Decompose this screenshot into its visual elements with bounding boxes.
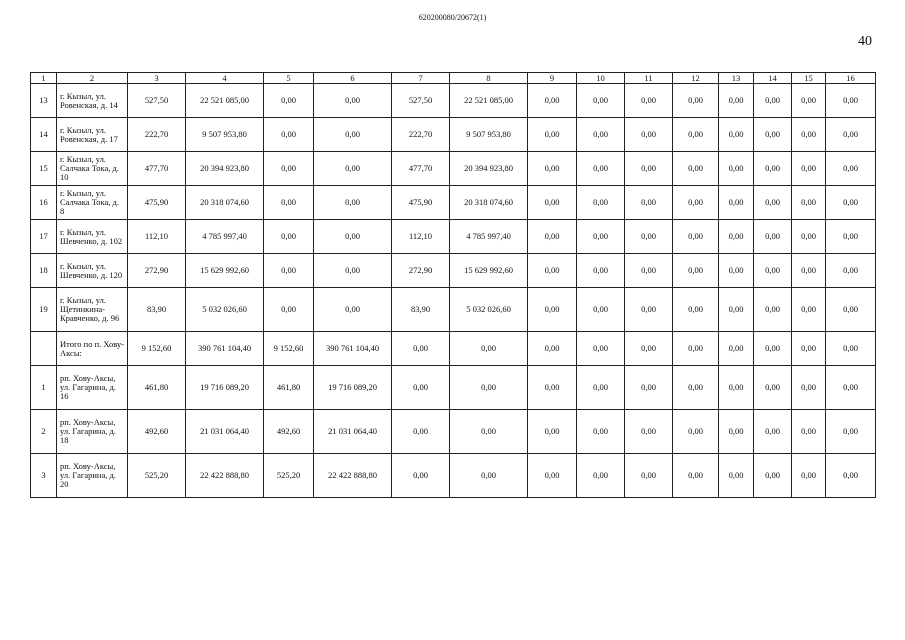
value-cell: 0,00 bbox=[264, 254, 314, 288]
value-cell: 492,60 bbox=[264, 410, 314, 454]
value-cell: 0,00 bbox=[719, 152, 754, 186]
value-cell: 527,50 bbox=[392, 84, 450, 118]
value-cell: 0,00 bbox=[826, 118, 876, 152]
value-cell: 0,00 bbox=[528, 366, 577, 410]
value-cell: 0,00 bbox=[392, 410, 450, 454]
address-cell: г. Кызыл, ул. Шевченко, д. 120 bbox=[57, 254, 128, 288]
value-cell: 15 629 992,60 bbox=[186, 254, 264, 288]
value-cell: 0,00 bbox=[528, 254, 577, 288]
column-header: 9 bbox=[528, 73, 577, 84]
value-cell: 20 318 074,60 bbox=[450, 186, 528, 220]
value-cell: 0,00 bbox=[754, 118, 792, 152]
column-header: 13 bbox=[719, 73, 754, 84]
address-cell: рп. Хову-Аксы, ул. Гагарина, д. 20 bbox=[57, 454, 128, 498]
value-cell: 0,00 bbox=[264, 220, 314, 254]
value-cell: 9 152,60 bbox=[264, 332, 314, 366]
value-cell: 0,00 bbox=[792, 332, 826, 366]
value-cell: 0,00 bbox=[719, 332, 754, 366]
value-cell: 112,10 bbox=[392, 220, 450, 254]
value-cell: 272,90 bbox=[392, 254, 450, 288]
value-cell: 0,00 bbox=[577, 332, 625, 366]
value-cell: 0,00 bbox=[577, 454, 625, 498]
column-header: 14 bbox=[754, 73, 792, 84]
value-cell: 0,00 bbox=[577, 220, 625, 254]
value-cell: 4 785 997,40 bbox=[186, 220, 264, 254]
value-cell: 0,00 bbox=[314, 186, 392, 220]
value-cell: 0,00 bbox=[719, 254, 754, 288]
value-cell: 0,00 bbox=[450, 410, 528, 454]
column-header: 1 bbox=[31, 73, 57, 84]
value-cell: 0,00 bbox=[719, 186, 754, 220]
value-cell: 0,00 bbox=[719, 288, 754, 332]
value-cell: 0,00 bbox=[264, 152, 314, 186]
value-cell: 527,50 bbox=[128, 84, 186, 118]
value-cell: 477,70 bbox=[392, 152, 450, 186]
value-cell: 5 032 026,60 bbox=[450, 288, 528, 332]
value-cell: 0,00 bbox=[625, 118, 673, 152]
value-cell: 390 761 104,40 bbox=[314, 332, 392, 366]
value-cell: 0,00 bbox=[673, 332, 719, 366]
address-cell: рп. Хову-Аксы, ул. Гагарина, д. 16 bbox=[57, 366, 128, 410]
value-cell: 0,00 bbox=[754, 84, 792, 118]
value-cell: 0,00 bbox=[792, 152, 826, 186]
value-cell: 20 394 923,80 bbox=[450, 152, 528, 186]
address-cell: г. Кызыл, ул. Салчака Тока, д. 10 bbox=[57, 152, 128, 186]
value-cell: 0,00 bbox=[826, 454, 876, 498]
value-cell: 0,00 bbox=[314, 220, 392, 254]
value-cell: 0,00 bbox=[826, 186, 876, 220]
value-cell: 0,00 bbox=[792, 288, 826, 332]
table-row bbox=[31, 366, 876, 410]
value-cell: 525,20 bbox=[264, 454, 314, 498]
value-cell: 19 716 089,20 bbox=[314, 366, 392, 410]
value-cell: 0,00 bbox=[719, 118, 754, 152]
value-cell: 0,00 bbox=[792, 410, 826, 454]
row-number-cell bbox=[31, 332, 57, 366]
value-cell: 222,70 bbox=[128, 118, 186, 152]
value-cell: 20 394 923,80 bbox=[186, 152, 264, 186]
value-cell: 0,00 bbox=[577, 84, 625, 118]
value-cell: 0,00 bbox=[673, 152, 719, 186]
value-cell: 0,00 bbox=[754, 220, 792, 254]
value-cell: 21 031 064,40 bbox=[314, 410, 392, 454]
value-cell: 0,00 bbox=[577, 118, 625, 152]
table-row bbox=[31, 410, 876, 454]
value-cell: 0,00 bbox=[528, 186, 577, 220]
value-cell: 0,00 bbox=[392, 366, 450, 410]
value-cell: 461,80 bbox=[128, 366, 186, 410]
value-cell: 0,00 bbox=[625, 254, 673, 288]
value-cell: 5 032 026,60 bbox=[186, 288, 264, 332]
value-cell: 0,00 bbox=[673, 254, 719, 288]
value-cell: 525,20 bbox=[128, 454, 186, 498]
value-cell: 475,90 bbox=[128, 186, 186, 220]
value-cell: 0,00 bbox=[625, 220, 673, 254]
value-cell: 0,00 bbox=[625, 366, 673, 410]
column-header: 7 bbox=[392, 73, 450, 84]
address-cell: г. Кызыл, ул. Шевченко, д. 102 bbox=[57, 220, 128, 254]
column-header: 2 bbox=[57, 73, 128, 84]
value-cell: 0,00 bbox=[826, 84, 876, 118]
address-cell: Итого по п. Хову-Аксы: bbox=[57, 332, 128, 366]
value-cell: 0,00 bbox=[577, 288, 625, 332]
value-cell: 0,00 bbox=[826, 410, 876, 454]
table-row bbox=[31, 186, 876, 220]
value-cell: 461,80 bbox=[264, 366, 314, 410]
table-row bbox=[31, 332, 876, 366]
value-cell: 0,00 bbox=[826, 220, 876, 254]
table-row bbox=[31, 220, 876, 254]
value-cell: 0,00 bbox=[792, 454, 826, 498]
value-cell: 0,00 bbox=[673, 118, 719, 152]
row-number-cell: 15 bbox=[31, 152, 57, 186]
value-cell: 475,90 bbox=[392, 186, 450, 220]
value-cell: 15 629 992,60 bbox=[450, 254, 528, 288]
value-cell: 0,00 bbox=[577, 254, 625, 288]
row-number-cell: 18 bbox=[31, 254, 57, 288]
value-cell: 0,00 bbox=[625, 186, 673, 220]
value-cell: 0,00 bbox=[719, 454, 754, 498]
value-cell: 83,90 bbox=[392, 288, 450, 332]
value-cell: 0,00 bbox=[792, 118, 826, 152]
value-cell: 0,00 bbox=[528, 220, 577, 254]
column-header: 8 bbox=[450, 73, 528, 84]
table-row bbox=[31, 454, 876, 498]
value-cell: 0,00 bbox=[792, 254, 826, 288]
value-cell: 0,00 bbox=[392, 332, 450, 366]
value-cell: 0,00 bbox=[577, 366, 625, 410]
value-cell: 0,00 bbox=[754, 454, 792, 498]
value-cell: 22 422 888,80 bbox=[186, 454, 264, 498]
value-cell: 0,00 bbox=[264, 288, 314, 332]
value-cell: 0,00 bbox=[673, 84, 719, 118]
value-cell: 0,00 bbox=[792, 186, 826, 220]
address-cell: г. Кызыл, ул. Ровенская, д. 14 bbox=[57, 84, 128, 118]
value-cell: 0,00 bbox=[392, 454, 450, 498]
table-row bbox=[31, 152, 876, 186]
value-cell: 0,00 bbox=[754, 254, 792, 288]
row-number-cell: 19 bbox=[31, 288, 57, 332]
value-cell: 0,00 bbox=[528, 410, 577, 454]
value-cell: 9 152,60 bbox=[128, 332, 186, 366]
value-cell: 22 521 085,00 bbox=[186, 84, 264, 118]
value-cell: 477,70 bbox=[128, 152, 186, 186]
value-cell: 0,00 bbox=[528, 118, 577, 152]
data-table bbox=[30, 72, 876, 498]
table-body bbox=[31, 84, 876, 498]
value-cell: 0,00 bbox=[314, 84, 392, 118]
address-cell: г. Кызыл, ул. Ровенская, д. 17 bbox=[57, 118, 128, 152]
value-cell: 0,00 bbox=[314, 254, 392, 288]
row-number-cell: 14 bbox=[31, 118, 57, 152]
column-header: 12 bbox=[673, 73, 719, 84]
value-cell: 112,10 bbox=[128, 220, 186, 254]
column-header: 6 bbox=[314, 73, 392, 84]
value-cell: 9 507 953,80 bbox=[186, 118, 264, 152]
value-cell: 0,00 bbox=[577, 410, 625, 454]
value-cell: 0,00 bbox=[754, 332, 792, 366]
value-cell: 0,00 bbox=[719, 410, 754, 454]
value-cell: 0,00 bbox=[826, 288, 876, 332]
value-cell: 19 716 089,20 bbox=[186, 366, 264, 410]
column-header: 4 bbox=[186, 73, 264, 84]
value-cell: 0,00 bbox=[625, 410, 673, 454]
value-cell: 0,00 bbox=[450, 366, 528, 410]
value-cell: 0,00 bbox=[792, 84, 826, 118]
column-header: 3 bbox=[128, 73, 186, 84]
value-cell: 0,00 bbox=[673, 410, 719, 454]
value-cell: 20 318 074,60 bbox=[186, 186, 264, 220]
value-cell: 0,00 bbox=[625, 332, 673, 366]
value-cell: 0,00 bbox=[754, 410, 792, 454]
table-row bbox=[31, 84, 876, 118]
value-cell: 0,00 bbox=[719, 366, 754, 410]
value-cell: 21 031 064,40 bbox=[186, 410, 264, 454]
address-cell: г. Кызыл, ул. Щетинкина-Кравченко, д. 96 bbox=[57, 288, 128, 332]
value-cell: 0,00 bbox=[528, 332, 577, 366]
value-cell: 0,00 bbox=[528, 84, 577, 118]
value-cell: 0,00 bbox=[314, 152, 392, 186]
row-number-cell: 3 bbox=[31, 454, 57, 498]
value-cell: 0,00 bbox=[719, 220, 754, 254]
value-cell: 0,00 bbox=[314, 288, 392, 332]
value-cell: 4 785 997,40 bbox=[450, 220, 528, 254]
value-cell: 0,00 bbox=[754, 186, 792, 220]
value-cell: 22 422 888,80 bbox=[314, 454, 392, 498]
value-cell: 0,00 bbox=[528, 454, 577, 498]
value-cell: 0,00 bbox=[577, 152, 625, 186]
value-cell: 0,00 bbox=[577, 186, 625, 220]
value-cell: 272,90 bbox=[128, 254, 186, 288]
column-number-row bbox=[31, 73, 876, 84]
column-header: 11 bbox=[625, 73, 673, 84]
page-number: 40 bbox=[858, 34, 872, 49]
row-number-cell: 13 bbox=[31, 84, 57, 118]
row-number-cell: 16 bbox=[31, 186, 57, 220]
value-cell: 0,00 bbox=[673, 454, 719, 498]
column-header: 5 bbox=[264, 73, 314, 84]
value-cell: 0,00 bbox=[792, 366, 826, 410]
row-number-cell: 1 bbox=[31, 366, 57, 410]
value-cell: 0,00 bbox=[314, 118, 392, 152]
value-cell: 0,00 bbox=[673, 220, 719, 254]
value-cell: 0,00 bbox=[625, 454, 673, 498]
value-cell: 0,00 bbox=[826, 366, 876, 410]
column-header: 15 bbox=[792, 73, 826, 84]
table-row bbox=[31, 118, 876, 152]
table-row bbox=[31, 254, 876, 288]
address-cell: г. Кызыл, ул. Салчака Тока, д. 8 bbox=[57, 186, 128, 220]
value-cell: 0,00 bbox=[450, 332, 528, 366]
value-cell: 0,00 bbox=[673, 288, 719, 332]
value-cell: 0,00 bbox=[625, 84, 673, 118]
value-cell: 0,00 bbox=[264, 118, 314, 152]
value-cell: 0,00 bbox=[826, 152, 876, 186]
value-cell: 390 761 104,40 bbox=[186, 332, 264, 366]
value-cell: 0,00 bbox=[754, 366, 792, 410]
column-header: 16 bbox=[826, 73, 876, 84]
value-cell: 22 521 085,00 bbox=[450, 84, 528, 118]
value-cell: 0,00 bbox=[754, 288, 792, 332]
value-cell: 0,00 bbox=[528, 288, 577, 332]
value-cell: 0,00 bbox=[264, 84, 314, 118]
value-cell: 83,90 bbox=[128, 288, 186, 332]
value-cell: 0,00 bbox=[264, 186, 314, 220]
row-number-cell: 2 bbox=[31, 410, 57, 454]
value-cell: 0,00 bbox=[673, 366, 719, 410]
value-cell: 0,00 bbox=[625, 152, 673, 186]
value-cell: 0,00 bbox=[826, 254, 876, 288]
value-cell: 222,70 bbox=[392, 118, 450, 152]
value-cell: 9 507 953,80 bbox=[450, 118, 528, 152]
address-cell: рп. Хову-Аксы, ул. Гагарина, д. 18 bbox=[57, 410, 128, 454]
value-cell: 0,00 bbox=[673, 186, 719, 220]
row-number-cell: 17 bbox=[31, 220, 57, 254]
value-cell: 0,00 bbox=[625, 288, 673, 332]
document-code: 620200080/20672(1) bbox=[418, 13, 487, 22]
value-cell: 0,00 bbox=[450, 454, 528, 498]
value-cell: 0,00 bbox=[719, 84, 754, 118]
value-cell: 492,60 bbox=[128, 410, 186, 454]
value-cell: 0,00 bbox=[754, 152, 792, 186]
value-cell: 0,00 bbox=[826, 332, 876, 366]
column-header: 10 bbox=[577, 73, 625, 84]
value-cell: 0,00 bbox=[528, 152, 577, 186]
value-cell: 0,00 bbox=[792, 220, 826, 254]
table-row bbox=[31, 288, 876, 332]
